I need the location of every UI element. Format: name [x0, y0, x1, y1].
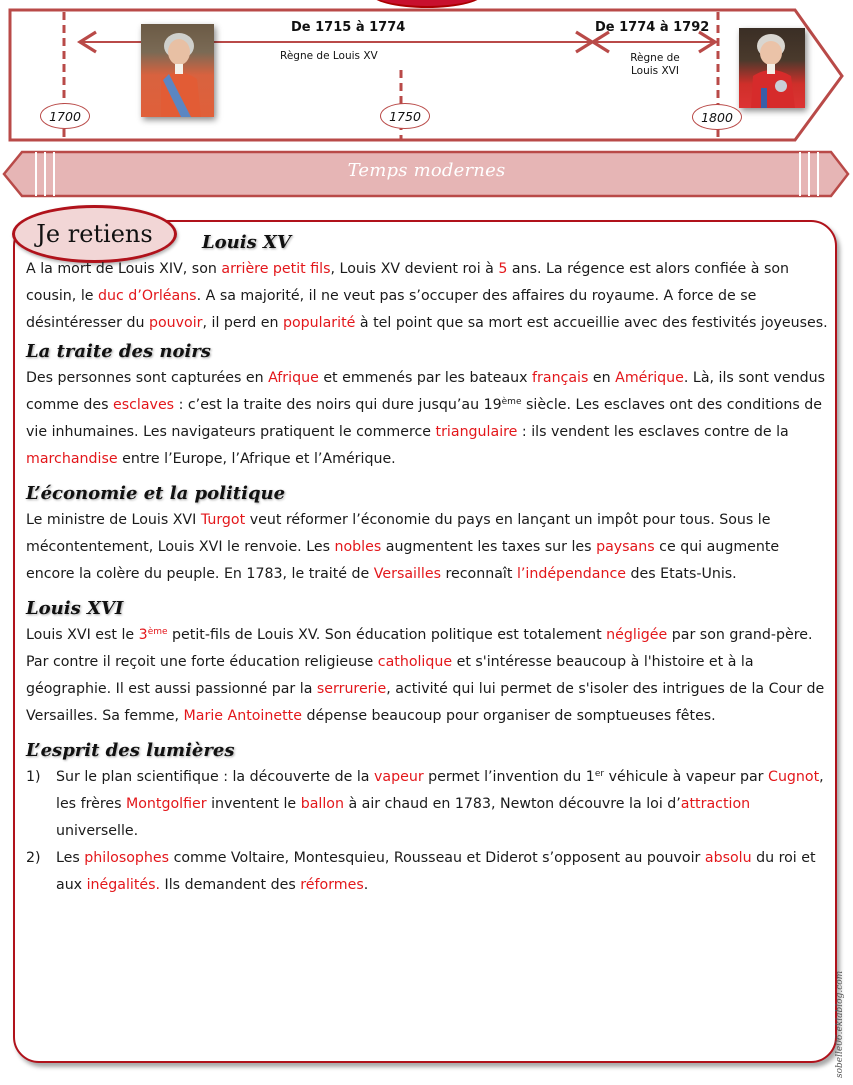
keyword-highlight: duc d’Orléans — [98, 288, 197, 304]
watermark — [833, 960, 853, 1080]
superscript: ème — [501, 397, 522, 407]
keyword-highlight: Turgot — [200, 512, 246, 528]
keyword-highlight: Cugnot — [768, 769, 820, 785]
list-item — [26, 845, 831, 899]
louis15-period-title: De 1715 à 1774 — [291, 20, 406, 35]
list-item — [26, 764, 831, 845]
keyword-highlight: philosophes — [84, 850, 170, 866]
paragraph-louis15 — [26, 256, 831, 337]
keyword-highlight: négligée — [606, 627, 668, 643]
paragraph-traite — [26, 365, 831, 473]
text-run: ce qui augmente encore la colère du peuple. En 1783, le traité de — [26, 539, 780, 582]
keyword-highlight: popularité — [282, 315, 356, 331]
section-title-lumieres: L’esprit des lumières — [26, 740, 235, 761]
louis15-period-subtitle: Règne de Louis XV — [280, 50, 378, 62]
text-run: entre l’Europe, l’Afrique et l’Amérique. — [117, 451, 396, 467]
text-run: inventent le — [206, 796, 301, 812]
text-run: et emmenés par les bateaux — [318, 370, 533, 386]
text-run: permet l’invention du 1 — [423, 769, 595, 785]
text-run: à tel point que sa mort est accueillie avec des festivités joyeuses. — [355, 315, 828, 331]
keyword-highlight: Versailles — [373, 566, 441, 582]
text-run: Louis XVI est le — [26, 627, 139, 643]
keyword-highlight: ballon — [300, 796, 344, 812]
text-run: : ils vendent les esclaves contre de la — [517, 424, 789, 440]
text-run: du roi et aux — [56, 850, 816, 893]
text-run: augmentent les taxes sur les — [381, 539, 597, 555]
text-run: comme Voltaire, Montesquieu, Rousseau et Diderot s’opposent au pouvoir — [169, 850, 705, 866]
lesson-content — [26, 228, 831, 899]
keyword-highlight: 5 — [498, 261, 508, 277]
watermark-text[interactable]: sobelle06.eklablog.com — [835, 970, 845, 1078]
keyword-highlight: serrurerie — [316, 681, 387, 697]
section-title-economie: L’économie et la politique — [26, 483, 286, 504]
keyword-highlight: vapeur — [374, 769, 424, 785]
text-run: , les frères — [56, 769, 824, 812]
text-run: Les — [56, 850, 85, 866]
text-run: . A sa majorité, il ne veut pas s’occuper des affaires du royaume. A force de se désintéresser du — [26, 288, 757, 331]
text-run: A la mort de Louis XIV, son — [26, 261, 222, 277]
text-run: universelle. — [56, 823, 139, 839]
text-run: siècle. Les esclaves ont des conditions de vie inhumaines. Les navigateurs pratiquent le commerce — [26, 397, 823, 440]
je-retiens-label: Je retiens — [12, 205, 177, 263]
louis16-period-title: De 1774 à 1792 — [595, 20, 710, 35]
keyword-highlight: français — [532, 370, 589, 386]
text-run: ans. La régence est alors confiée à son cousin, le — [26, 261, 790, 304]
list-number: 1) — [26, 769, 41, 785]
keyword-highlight: paysans — [596, 539, 655, 555]
text-run: dépense beaucoup pour organiser de somptueuses fêtes. — [301, 708, 716, 724]
louis16-portrait — [739, 28, 805, 108]
louis16-subtitle-line1: Règne de — [630, 52, 680, 64]
text-run: Le ministre de Louis XVI — [26, 512, 201, 528]
keyword-highlight: pouvoir — [148, 315, 203, 331]
keyword-highlight: attraction — [680, 796, 751, 812]
section-title-louis16: Louis XVI — [26, 598, 124, 619]
text-run: reconnaît — [441, 566, 517, 582]
banner-title: Temps modernes — [347, 160, 506, 181]
text-run: des Etats-Unis. — [626, 566, 737, 582]
lumieres-list — [26, 764, 831, 899]
keyword-highlight: esclaves — [113, 397, 175, 413]
year-label-1700: 1700 — [40, 103, 90, 129]
text-run: . Là, ils sont vendus comme des — [26, 370, 825, 413]
list-item-text — [56, 764, 831, 845]
keyword-highlight: inégalités. — [86, 877, 161, 893]
keyword-highlight: triangulaire — [435, 424, 518, 440]
text-run: Des personnes sont capturées en — [26, 370, 269, 386]
superscript: er — [594, 769, 605, 779]
text-run: véhicule à vapeur par — [604, 769, 769, 785]
year-label-1750: 1750 — [380, 103, 430, 129]
text-run: , activité qui lui permet de s'isoler des intrigues de la Cour de Versailles. Sa femme, — [26, 681, 825, 724]
louis15-portrait — [141, 24, 214, 117]
keyword-highlight: l’indépendance — [516, 566, 627, 582]
keyword-highlight: 3 — [138, 627, 148, 643]
keyword-highlight: catholique — [377, 654, 453, 670]
keyword-highlight: Marie Antoinette — [183, 708, 302, 724]
text-run: veut réformer l’économie du pays en lançant un impôt pour tous. Sous le mécontentement, Louis XVI le renvoie. Les — [26, 512, 771, 555]
keyword-highlight: Montgolfier — [125, 796, 207, 812]
louis16-subtitle-line2: Louis XVI — [631, 65, 679, 77]
keyword-highlight: marchandise — [26, 451, 118, 467]
text-run: Sur le plan scientifique : la découverte de la — [56, 769, 374, 785]
paragraph-louis16 — [26, 622, 831, 730]
text-run: : c’est la traite des noirs qui dure jusqu’au 19 — [174, 397, 502, 413]
text-run: petit-fils de Louis XV. Son éducation politique est totalement — [167, 627, 607, 643]
text-run: par son grand-père. Par contre il reçoit une forte éducation religieuse — [26, 627, 813, 670]
keyword-highlight: réformes — [300, 877, 364, 893]
keyword-highlight: Amérique — [615, 370, 684, 386]
paragraph-economie — [26, 507, 831, 588]
keyword-highlight: arrière petit fils — [221, 261, 331, 277]
section-title-louis15: Louis XV — [202, 232, 291, 253]
keyword-highlight: nobles — [334, 539, 382, 555]
louis16-period-subtitle — [620, 52, 690, 78]
text-run: à air chaud en 1783, Newton découvre la loi d’ — [343, 796, 681, 812]
text-run: en — [588, 370, 616, 386]
year-label-1800: 1800 — [692, 104, 742, 130]
text-run: . — [363, 877, 369, 893]
section-title-traite: La traite des noirs — [26, 341, 211, 362]
text-run: et s'intéresse beaucoup à l'histoire et à la géographie. Il est aussi passionné par la — [26, 654, 754, 697]
text-run: , il perd en — [202, 315, 283, 331]
list-number: 2) — [26, 850, 41, 866]
keyword-highlight: Afrique — [268, 370, 319, 386]
keyword-highlight: ème — [147, 627, 168, 637]
keyword-highlight: absolu — [704, 850, 752, 866]
text-run: Ils demandent des — [160, 877, 301, 893]
text-run: , Louis XV devient roi à — [330, 261, 499, 277]
list-item-text — [56, 845, 831, 899]
